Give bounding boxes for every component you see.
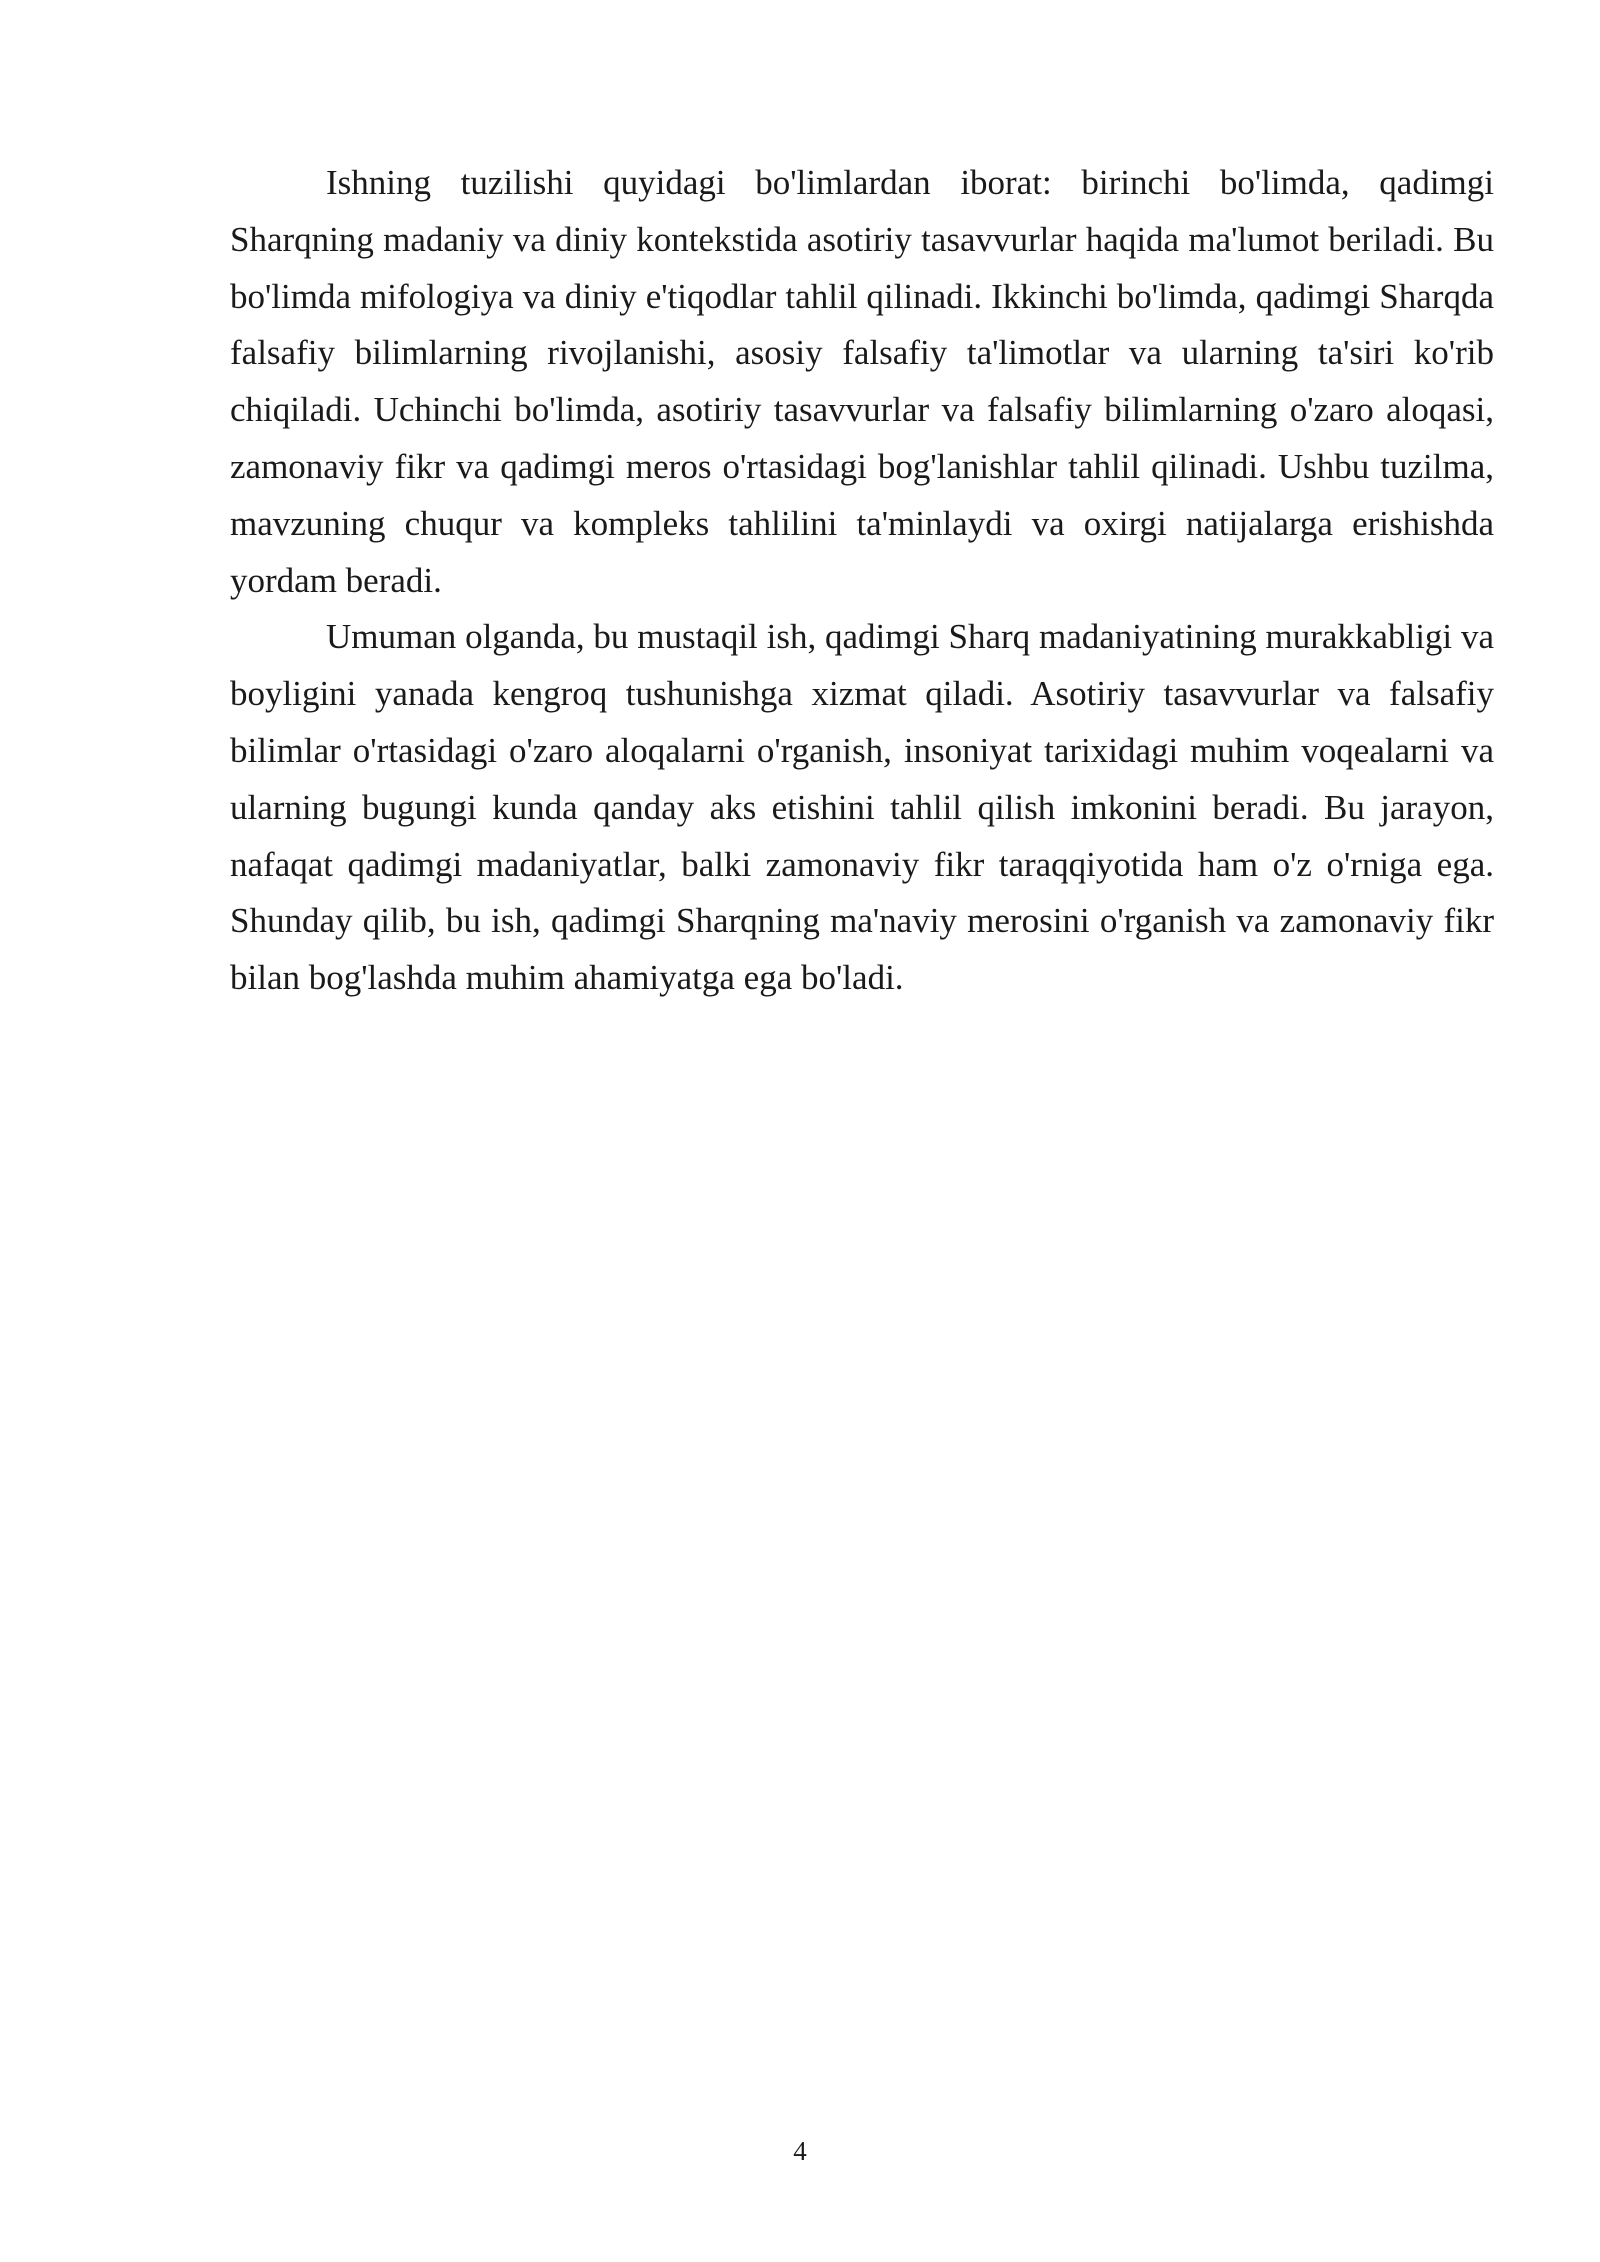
document-body (230, 155, 1494, 1007)
page-number: 4 (793, 2136, 807, 2166)
paragraph-conclusion: Umuman olganda, bu mustaqil ish, qadimgi Sharq madaniyatining murakkabligi va boyligini yanada kengroq tushunishga xizmat qiladi. Asotiriy tasavvurlar va falsafiy bilimlar o'rtasidagi o'zaro aloqalarni o'rganish, insoniyat tarixidagi muhim voqealarni va ularning bugungi kunda qanday aks etishini tahlil qilish imkonini beradi. Bu jarayon, nafaqat qadimgi madaniyatlar, balki zamonaviy fikr taraqqiyotida ham o'z o'rniga ega. Shunday qilib, bu ish, qadimgi Sharqning ma'naviy merosini o'rganish va zamonaviy fikr bilan bog'lashda muhim ahamiyatga ega bo'ladi. (230, 617, 1494, 998)
paragraph-structure: Ishning tuzilishi quyidagi bo'limlardan iborat: birinchi bo'limda, qadimgi Sharqning madaniy va diniy kontekstida asotiriy tasavvurlar haqida ma'lumot beriladi. Bu bo'limda mifologiya va diniy e'tiqodlar tahlil qilinadi. Ikkinchi bo'limda, qadimgi Sharqda falsafiy bilimlarning rivojlanishi, asosiy falsafiy ta'limotlar va ularning ta'siri ko'rib chiqiladi. Uchinchi bo'limda, asotiriy tasavvurlar va falsafiy bilimlarning o'zaro aloqasi, zamonaviy fikr va qadimgi meros o'rtasidagi bog'lanishlar tahlil qilinadi. Ushbu tuzilma, mavzuning chuqur va kompleks tahlilini ta'minlaydi va oxirgi natijalarga erishishda yordam beradi. (230, 163, 1494, 600)
